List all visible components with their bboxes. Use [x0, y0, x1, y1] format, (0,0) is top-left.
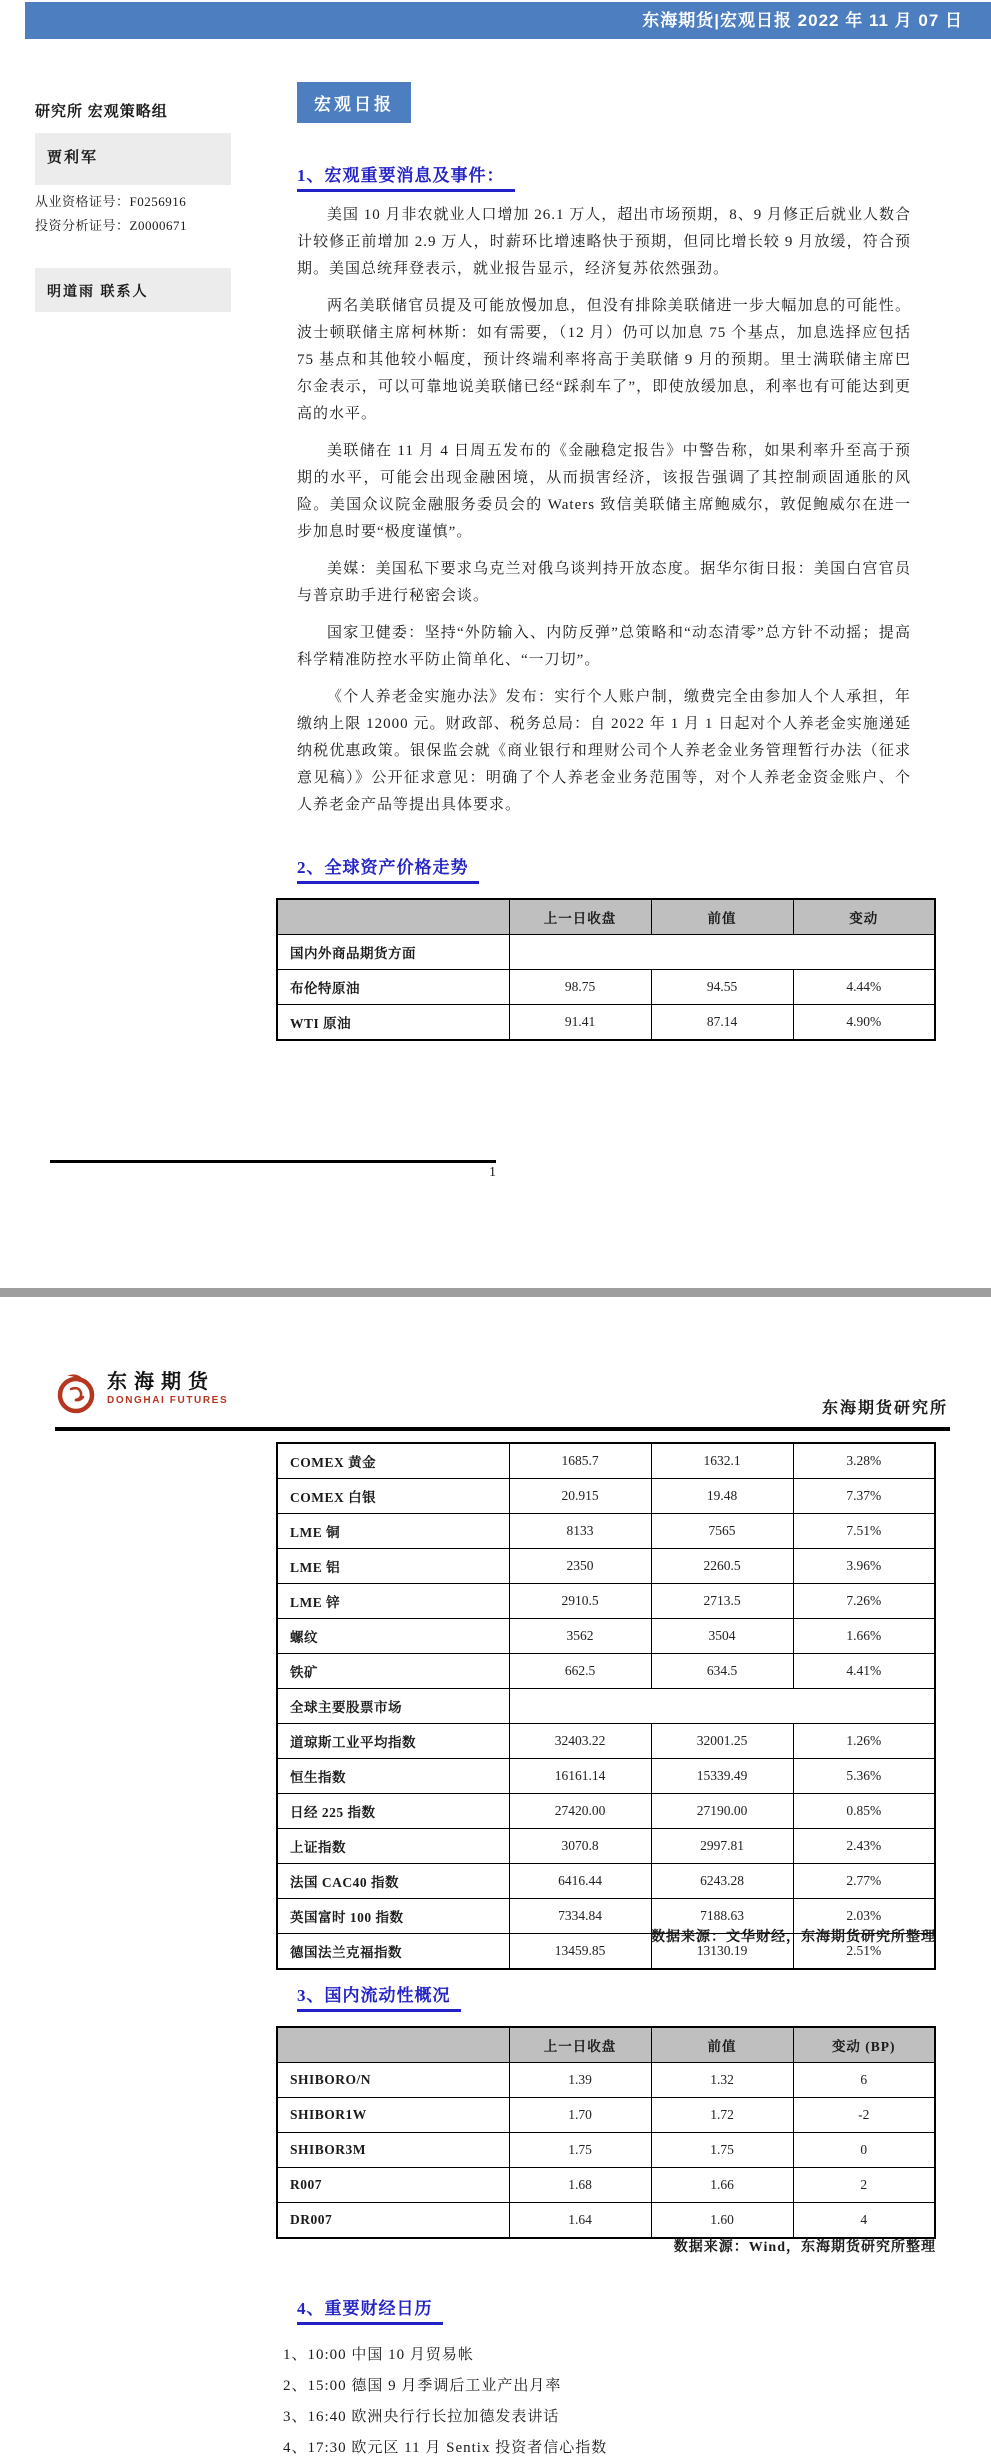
page-number: 1: [489, 1165, 496, 1180]
value-cell: 1.26%: [793, 1724, 935, 1759]
table-row: [277, 1584, 935, 1619]
row-label: 布伦特原油: [277, 970, 509, 1005]
value-cell: 0: [793, 2133, 935, 2168]
value-cell: 94.55: [651, 970, 793, 1005]
column-header: 上一日收盘: [509, 2027, 651, 2063]
row-label: WTI 原油: [277, 1005, 509, 1041]
table-row: [277, 970, 935, 1005]
analysis-cert-number: 投资分析证号：Z0000671: [35, 218, 187, 233]
analyst-sidebar: [35, 100, 231, 300]
value-cell: -2: [793, 2098, 935, 2133]
table-row: [277, 2168, 935, 2203]
value-cell: 7188.63: [651, 1899, 793, 1934]
value-cell: 7.51%: [793, 1514, 935, 1549]
value-cell: 3562: [509, 1619, 651, 1654]
column-header: [277, 2027, 509, 2063]
row-label: SHIBOR1W: [277, 2098, 509, 2133]
value-cell: 3.28%: [793, 1443, 935, 1479]
value-cell: 2713.5: [651, 1584, 793, 1619]
value-cell: 7.26%: [793, 1584, 935, 1619]
row-label: 全球主要股票市场: [277, 1689, 509, 1724]
report-type-badge: 宏观日报: [297, 82, 411, 123]
value-cell: 1.68: [509, 2168, 651, 2203]
value-cell: 662.5: [509, 1654, 651, 1689]
section-empty-cell: [509, 1689, 935, 1724]
practice-cert-number: 从业资格证号：F0256916: [35, 194, 187, 209]
value-cell: 1.60: [651, 2203, 793, 2239]
column-header: 变动: [793, 899, 935, 935]
footer-rule: [50, 1160, 496, 1163]
news-paragraphs: [297, 202, 911, 819]
value-cell: 6: [793, 2063, 935, 2098]
value-cell: 27420.00: [509, 1794, 651, 1829]
body-paragraph: 美国 10 月非农就业人口增加 26.1 万人，超出市场预期，8、9 月修正后就业人数合计较修正前增加 2.9 万人，时薪环比增速略快于预期，但同比增长较 9 月放缓，符合预期。美国总统拜登表示，就业报告显示，经济复苏依然强劲。: [297, 207, 912, 277]
row-label: LME 铝: [277, 1549, 509, 1584]
section-4-heading: 4、重要财经日历: [297, 2294, 443, 2325]
calendar-item: 4、17:30 欧元区 11 月 Sentix 投资者信心指数: [283, 2440, 608, 2456]
table-row: [277, 1005, 935, 1041]
value-cell: 20.915: [509, 1479, 651, 1514]
value-cell: 32403.22: [509, 1724, 651, 1759]
value-cell: 1.70: [509, 2098, 651, 2133]
table-row: [277, 2133, 935, 2168]
data-source-note-liquidity: 数据来源：Wind，东海期货研究所整理: [673, 2240, 936, 2255]
value-cell: 4.41%: [793, 1654, 935, 1689]
value-cell: 91.41: [509, 1005, 651, 1041]
logo-english-name: DONGHAI FUTURES: [107, 1395, 229, 1406]
row-label: SHIBORO/N: [277, 2063, 509, 2098]
column-header: 变动 (BP): [793, 2027, 935, 2063]
contact-box: [35, 268, 231, 312]
report-header-title: 东海期货|宏观日报 2022 年 11 月 07 日: [642, 11, 963, 30]
section-3-heading: 3、国内流动性概况: [297, 1981, 461, 2012]
value-cell: 15339.49: [651, 1759, 793, 1794]
value-cell: 2.51%: [793, 1934, 935, 1970]
report-header-bar: [25, 2, 991, 39]
value-cell: 3070.8: [509, 1829, 651, 1864]
value-cell: 1.39: [509, 2063, 651, 2098]
value-cell: 3.96%: [793, 1549, 935, 1584]
row-label: LME 铜: [277, 1514, 509, 1549]
row-label: 英国富时 100 指数: [277, 1899, 509, 1934]
body-paragraph: 《个人养老金实施办法》发布：实行个人账户制，缴费完全由参加人个人承担，年缴纳上限 12000 元。财政部、税务总局：自 2022 年 1 月 1 日起对个人养老金实施递延纳税优惠政策。银保监会就《商业银行和理财公司个人养老金业务管理暂行办法（征求意见稿）》公开征求意见：明确了个人养老金业务范围等，对个人养老金资金账户、个人养老金产品等提出具体要求。: [297, 689, 911, 813]
column-header: 前值: [651, 2027, 793, 2063]
column-header: 上一日收盘: [509, 899, 651, 935]
body-paragraph: 美媒：美国私下要求乌克兰对俄乌谈判持开放态度。据华尔街日报：美国白宫官员与普京助手进行秘密会谈。: [297, 561, 911, 604]
value-cell: 2.43%: [793, 1829, 935, 1864]
value-cell: 2.03%: [793, 1899, 935, 1934]
section-2-heading: 2、全球资产价格走势: [297, 853, 479, 884]
value-cell: 1.32: [651, 2063, 793, 2098]
row-label: 道琼斯工业平均指数: [277, 1724, 509, 1759]
table-row: [277, 1479, 935, 1514]
value-cell: 634.5: [651, 1654, 793, 1689]
table-row: [277, 1549, 935, 1584]
column-header: 前值: [651, 899, 793, 935]
department-label: 研究所 宏观策略组: [35, 104, 168, 120]
certification-lines: [35, 190, 187, 238]
row-label: 法国 CAC40 指数: [277, 1864, 509, 1899]
value-cell: 2910.5: [509, 1584, 651, 1619]
table-row: [277, 1654, 935, 1689]
row-label: 上证指数: [277, 1829, 509, 1864]
value-cell: 1.66: [651, 2168, 793, 2203]
analyst-name-box: [35, 133, 231, 185]
table-row: [277, 1619, 935, 1654]
row-label: 铁矿: [277, 1654, 509, 1689]
report-page-2: [0, 1297, 991, 2458]
value-cell: 6416.44: [509, 1864, 651, 1899]
economic-calendar-list: [283, 2340, 607, 2458]
company-logo: [55, 1369, 228, 1417]
value-cell: 0.85%: [793, 1794, 935, 1829]
value-cell: 2.77%: [793, 1864, 935, 1899]
value-cell: 8133: [509, 1514, 651, 1549]
analyst-name: 贾利军: [47, 150, 99, 166]
row-label: SHIBOR3M: [277, 2133, 509, 2168]
row-label: COMEX 黄金: [277, 1443, 509, 1479]
value-cell: 5.36%: [793, 1759, 935, 1794]
asset-price-table-part2: [276, 1442, 936, 1970]
row-label: 德国法兰克福指数: [277, 1934, 509, 1970]
calendar-item: 1、10:00 中国 10 月贸易帐: [283, 2347, 474, 2363]
value-cell: 3504: [651, 1619, 793, 1654]
value-cell: 1.64: [509, 2203, 651, 2239]
value-cell: 4.44%: [793, 970, 935, 1005]
data-source-note-assets: 数据来源：文华财经，东海期货研究所整理: [651, 1930, 936, 1945]
value-cell: 13130.19: [651, 1934, 793, 1970]
section-1-heading: 1、宏观重要消息及事件：: [297, 161, 515, 192]
value-cell: 87.14: [651, 1005, 793, 1041]
liquidity-table: [276, 2026, 936, 2239]
table-header-row: [277, 2027, 935, 2063]
value-cell: 1.75: [509, 2133, 651, 2168]
row-label: LME 锌: [277, 1584, 509, 1619]
value-cell: 2260.5: [651, 1549, 793, 1584]
body-paragraph: 美联储在 11 月 4 日周五发布的《金融稳定报告》中警告称，如果利率升至高于预期的水平，可能会出现金融困境，从而损害经济，该报告强调了其控制顽固通胀的风险。美国众议院金融服务委员会的 Waters 致信美联储主席鲍威尔，敦促鲍威尔在进一步加息时要“极度谨慎”。: [297, 443, 911, 540]
logo-text-block: [107, 1369, 228, 1406]
table-row: [277, 2063, 935, 2098]
section-empty-cell: [509, 935, 935, 970]
table-row: [277, 1443, 935, 1479]
table-row: [277, 1794, 935, 1829]
table-row: [277, 2098, 935, 2133]
page-separator: [0, 1288, 991, 1297]
value-cell: 4: [793, 2203, 935, 2239]
value-cell: 16161.14: [509, 1759, 651, 1794]
logo-chinese-name: 东海期货: [107, 1371, 215, 1393]
table-row: [277, 1864, 935, 1899]
value-cell: 1685.7: [509, 1443, 651, 1479]
asset-price-table-part1: [276, 898, 936, 1041]
donghai-logo-icon: [55, 1369, 97, 1417]
value-cell: 7.37%: [793, 1479, 935, 1514]
row-label: R007: [277, 2168, 509, 2203]
table-row: [277, 1724, 935, 1759]
header-rule: [55, 1427, 950, 1431]
value-cell: 7565: [651, 1514, 793, 1549]
value-cell: 2350: [509, 1549, 651, 1584]
value-cell: 4.90%: [793, 1005, 935, 1041]
row-label: 恒生指数: [277, 1759, 509, 1794]
row-label: 国内外商品期货方面: [277, 935, 509, 970]
table-header-row: [277, 899, 935, 935]
value-cell: 1.72: [651, 2098, 793, 2133]
row-label: 螺纹: [277, 1619, 509, 1654]
row-label: COMEX 白银: [277, 1479, 509, 1514]
row-label: 日经 225 指数: [277, 1794, 509, 1829]
contact-name: 明道雨 联系人: [47, 285, 149, 300]
row-label: DR007: [277, 2203, 509, 2239]
value-cell: 27190.00: [651, 1794, 793, 1829]
table-row: [277, 1514, 935, 1549]
table-row: [277, 1829, 935, 1864]
main-content-column: [290, 82, 912, 1041]
body-paragraph: 国家卫健委：坚持“外防输入、内防反弹”总策略和“动态清零”总方针不动摇；提高科学精准防控水平防止简单化、“一刀切”。: [297, 625, 911, 668]
table-row: [277, 1759, 935, 1794]
section-row: [277, 935, 935, 970]
calendar-item: 2、15:00 德国 9 月季调后工业产出月率: [283, 2378, 562, 2394]
body-paragraph: 两名美联储官员提及可能放慢加息，但没有排除美联储进一步大幅加息的可能性。波士顿联储主席柯林斯：如有需要，（12 月）仍可以加息 75 个基点，加息选择应包括 75 基点和其他较小幅度，预计终端利率将高于美联储 9 月的预期。里士满联储主席巴尔金表示，可以可靠地说美联储已经“踩刹车了”，即使放缓加息，利率也有可能达到更高的水平。: [297, 298, 911, 422]
value-cell: 2997.81: [651, 1829, 793, 1864]
value-cell: 1.66%: [793, 1619, 935, 1654]
calendar-item: 3、16:40 欧洲央行行长拉加德发表讲话: [283, 2409, 560, 2425]
value-cell: 98.75: [509, 970, 651, 1005]
value-cell: 32001.25: [651, 1724, 793, 1759]
value-cell: 7334.84: [509, 1899, 651, 1934]
column-header: [277, 899, 509, 935]
value-cell: 13459.85: [509, 1934, 651, 1970]
research-institute-label: 东海期货研究所: [821, 1400, 948, 1417]
value-cell: 1632.1: [651, 1443, 793, 1479]
value-cell: 2: [793, 2168, 935, 2203]
table-row: [277, 2203, 935, 2239]
value-cell: 1.75: [651, 2133, 793, 2168]
value-cell: 19.48: [651, 1479, 793, 1514]
value-cell: 6243.28: [651, 1864, 793, 1899]
section-row: [277, 1689, 935, 1724]
